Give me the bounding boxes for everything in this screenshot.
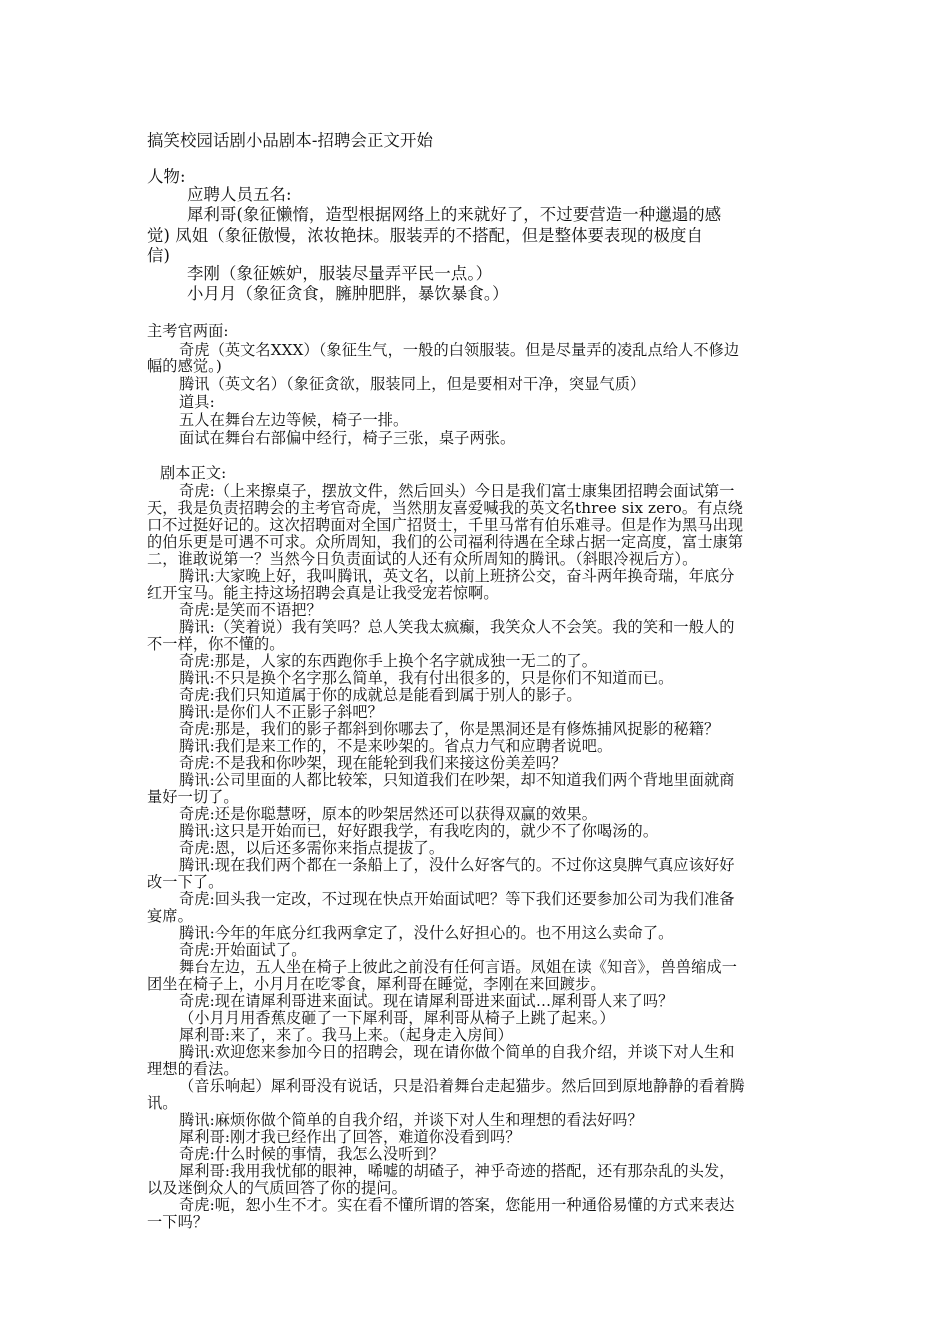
script-line: 腾讯（英文名）（象征贪欲，服装同上，但是要相对干净，突显气质） [179, 375, 646, 393]
script-line: 应聘人员五名: [187, 185, 292, 204]
script-line: 犀利哥:来了，来了。我马上来。（起身走入房间） [179, 1026, 513, 1044]
script-line: 一下吗？ [147, 1213, 209, 1231]
script-line: 奇虎:还是你聪慧呀，原本的吵架居然还可以获得双赢的效果。 [179, 805, 597, 823]
script-line: 奇虎:不是我和你吵架，现在能轮到我们来接这份美差吗？ [179, 754, 567, 772]
script-line: 小月月（象征贪食，臃肿肥胖，暴饮暴食。） [187, 284, 509, 303]
script-line: 奇虎:恩，以后还多需你来指点提拔了。 [179, 839, 445, 857]
script-line: 宴席。 [147, 907, 193, 925]
script-line: 腾讯:（笑着说）我有笑吗？总人笑我太疯癫，我笑众人不会笑。我的笑和一般人的 [179, 618, 735, 636]
script-line: 腾讯:现在我们两个都在一条船上了，没什么好客气的。不过你这臭脾气真应该好好 [179, 856, 735, 874]
script-line: 腾讯:这只是开始而已，好好跟我学，有我吃肉的，就少不了你喝汤的。 [179, 822, 659, 840]
script-line: 奇虎:（上来擦桌子，摆放文件，然后回头）今日是我们富士康集团招聘会面试第一 [179, 482, 735, 500]
script-line: 面试在舞台右部偏中经行，椅子三张，桌子两张。 [179, 429, 516, 447]
script-line: 幅的感觉。) [147, 357, 222, 375]
script-line: 犀利哥:我用我忧郁的眼神，唏嘘的胡碴子，神乎奇迹的搭配，还有那杂乱的头发， [179, 1162, 735, 1180]
script-line: 理想的看法。 [147, 1060, 239, 1078]
script-line: 李刚（象征嫉妒，服装尽量弄平民一点。） [187, 264, 493, 283]
script-line: 信) [147, 246, 170, 265]
script-line: 不一样，你不懂的。 [147, 635, 285, 653]
script-line: 奇虎（英文名XXX）（象征生气，一般的白领服装。但是尽量弄的凌乱点给人不修边 [179, 341, 740, 359]
script-line: 觉) 凤姐（象征傲慢，浓妆艳抹。服装弄的不搭配，但是整体要表现的极度自 [147, 226, 703, 245]
script-line: 讯。 [147, 1094, 178, 1112]
script-line: 奇虎:什么时候的事情，我怎么没听到？ [179, 1145, 445, 1163]
script-line: 腾讯:大家晚上好，我叫腾讯，英文名，以前上班挤公交，奋斗两年换奇瑞，年底分 [179, 567, 735, 585]
script-line: 量好一切了。 [147, 788, 239, 806]
script-line: 改一下了。 [147, 873, 224, 891]
script-line: 天，我是负责招聘会的主考官奇虎，当然朋友喜爱喊我的英文名three six zero。有点绕 [147, 499, 743, 517]
script-line: 腾讯:我们是来工作的，不是来吵架的。省点力气和应聘者说吧。 [179, 737, 613, 755]
script-line: 道具: [179, 393, 215, 411]
script-line: 奇虎:回头我一定改，不过现在快点开始面试吧？等下我们还要参加公司为我们准备 [179, 890, 735, 908]
script-line: 奇虎:那是，人家的东西跑你手上换个名字就成独一无二的了。 [179, 652, 597, 670]
script-line: 奇虎:现在请犀利哥进来面试。现在请犀利哥进来面试…犀利哥人来了吗？ [179, 992, 674, 1010]
script-line: 奇虎:开始面试了。 [179, 941, 307, 959]
script-line: 人物: [147, 167, 186, 186]
script-line: 腾讯:欢迎您来参加今日的招聘会，现在请你做个简单的自我介绍，并谈下对人生和 [179, 1043, 735, 1061]
script-line: 剧本正文: [160, 464, 227, 482]
document-title: 搞笑校园话剧小品剧本-招聘会正文开始 [147, 131, 433, 150]
script-line: 的伯乐更是可遇不可求。众所周知，我们的公司福利待遇在全球占据一定高度，富士康第 [147, 533, 744, 551]
script-line: 腾讯:今年的年底分红我两拿定了，没什么好担心的。也不用这么卖命了。 [179, 924, 674, 942]
script-line: （音乐响起）犀利哥没有说话，只是沿着舞台走起猫步。然后回到原地静静的看着腾 [179, 1077, 745, 1095]
script-line: 犀利哥(象征懒惰，造型根据网络上的来就好了，不过要营造一种邋遢的感 [187, 205, 722, 224]
script-line: 奇虎:那是，我们的影子都斜到你哪去了，你是黑洞还是有修炼捕风捉影的秘籍？ [179, 720, 720, 738]
script-line: 奇虎:呃，恕小生不才。实在看不懂所谓的答案，您能用一种通俗易懂的方式来表达 [179, 1196, 735, 1214]
script-line: 舞台左边，五人坐在椅子上彼此之前没有任何言语。凤姐在读《知音》，兽兽缩成一 [179, 958, 738, 976]
script-line: 红开宝马。能主持这场招聘会真是让我受宠若惊啊。 [147, 584, 499, 602]
script-line: 腾讯:是你们人不正影子斜吧？ [179, 703, 383, 721]
script-line: 腾讯:麻烦你做个简单的自我介绍，并谈下对人生和理想的看法好吗？ [179, 1111, 643, 1129]
script-line: 奇虎:是笑而不语把？ [179, 601, 322, 619]
script-line: （小月月用香蕉皮砸了一下犀利哥，犀利哥从椅子上跳了起来。） [179, 1009, 615, 1027]
script-line: 腾讯:不只是换个名字那么简单，我有付出很多的，只是你们不知道而已。 [179, 669, 674, 687]
script-line: 口不过挺好记的。这次招聘面对全国广招贤士，千里马常有伯乐难寻。但是作为黑马出现 [147, 516, 744, 534]
script-line: 团坐在椅子上，小月月在吃零食，犀利哥在睡觉，李刚在来回踱步。 [147, 975, 606, 993]
script-line: 以及迷倒众人的气质回答了你的提问。 [147, 1179, 407, 1197]
script-line: 五人在舞台左边等候，椅子一排。 [179, 411, 409, 429]
script-line: 主考官两面: [147, 322, 229, 340]
script-line: 犀利哥:刚才我已经作出了回答，难道你没看到吗？ [179, 1128, 521, 1146]
script-line: 二，谁敢说第一？当然今日负责面试的人还有众所周知的腾讯。（斜眼冷视后方）。 [147, 550, 698, 568]
script-line: 奇虎:我们只知道属于你的成就总是能看到属于别人的影子。 [179, 686, 582, 704]
script-line: 腾讯:公司里面的人都比较笨，只知道我们在吵架，却不知道我们两个背地里面就商 [179, 771, 735, 789]
